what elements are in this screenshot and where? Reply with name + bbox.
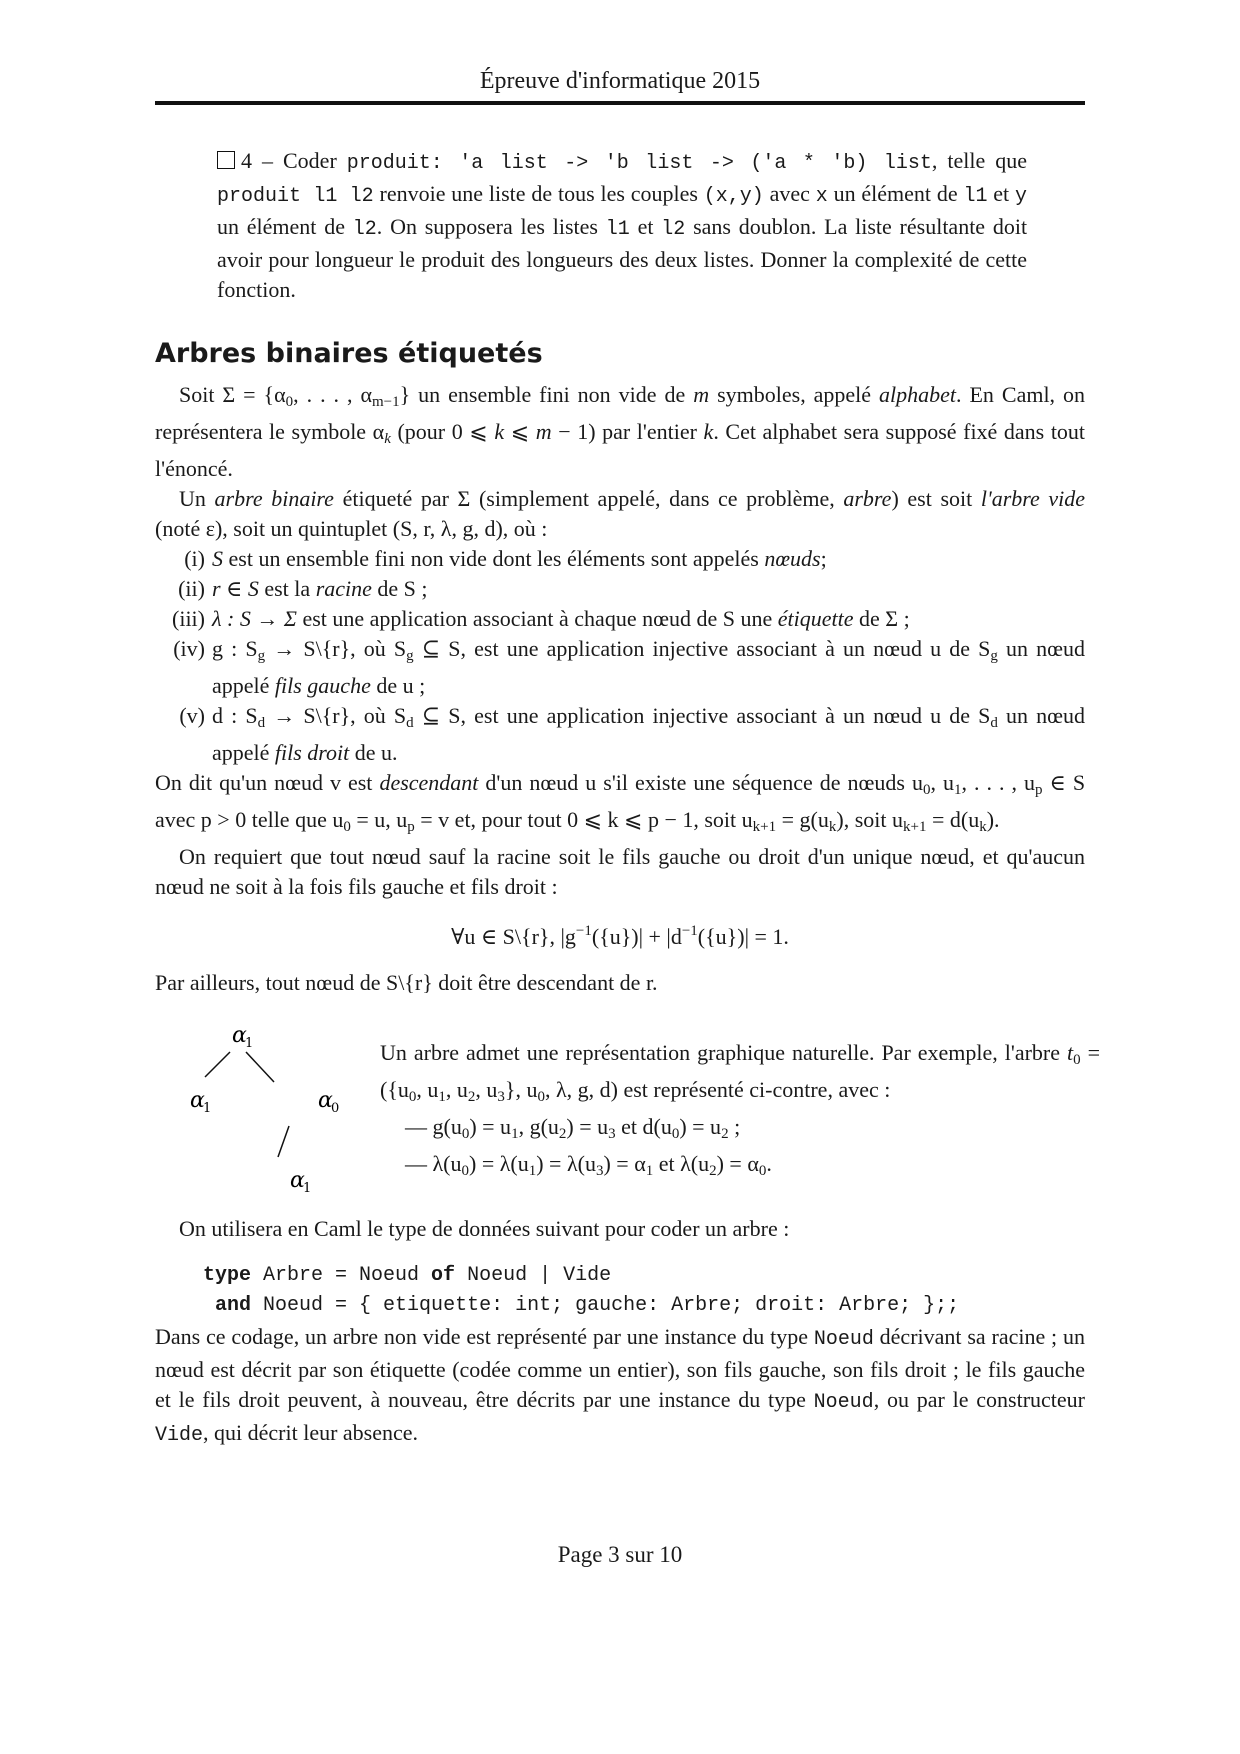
subscript: d <box>990 715 998 731</box>
subscript: 0 <box>758 1163 767 1179</box>
text: symboles, appelé <box>717 382 872 407</box>
text: est une application associant à chaque nœud de S une <box>302 606 773 631</box>
subscript: 2 <box>467 1089 476 1105</box>
uniqueness-formula <box>155 916 1085 952</box>
page-header-title: Épreuve d'informatique 2015 <box>479 68 761 94</box>
tree-node-label: α <box>318 1088 333 1113</box>
subscript: 0 <box>537 1089 545 1105</box>
subscript: p <box>407 819 415 835</box>
text: et d(u <box>621 1114 672 1139</box>
text: . <box>766 1151 772 1176</box>
text: ⊆ S, est une application injective associant à un nœud u de S <box>421 703 991 728</box>
header-rule <box>155 101 1085 105</box>
math: d : S <box>212 703 258 728</box>
text: ), soit u <box>836 807 903 832</box>
text: ) = u <box>679 1114 722 1139</box>
text: ) = u <box>469 1114 512 1139</box>
text: = g(u <box>781 807 829 832</box>
q4-code: x <box>815 185 828 208</box>
question-4 <box>217 146 1027 305</box>
subscript: 1 <box>438 1089 446 1105</box>
q4-text: et <box>993 181 1010 206</box>
subscript: k <box>979 819 987 835</box>
subscript: 2 <box>709 1163 717 1179</box>
definition-item <box>155 634 1085 701</box>
text: un nœud appelé <box>212 636 1086 698</box>
text: Un arbre admet une représentation graphique naturelle. Par exemple, l'arbre <box>380 1040 1060 1065</box>
text: , u <box>930 770 954 795</box>
text: ) = α <box>716 1151 759 1176</box>
math: ({u})| = 1. <box>697 924 789 949</box>
text: (pour 0 ⩽ <box>397 419 488 444</box>
math: S <box>212 546 223 571</box>
subscript: 0 <box>461 1163 469 1179</box>
tree-node-label: α <box>190 1088 205 1113</box>
question-number: 4 <box>241 148 252 173</box>
q4-text: renvoie une liste de tous les couples <box>379 181 698 206</box>
code-line <box>203 1261 959 1291</box>
subscript: 2 <box>558 1126 567 1142</box>
text: ; <box>734 1114 741 1139</box>
text: ). <box>986 807 1000 832</box>
superscript: −1 <box>681 923 698 939</box>
subscript: 3 <box>497 1089 505 1105</box>
superscript: −1 <box>575 923 592 939</box>
subscript: 0 <box>461 1126 470 1142</box>
q4-text: avec <box>769 181 810 206</box>
term-alphabet: alphabet <box>879 382 957 407</box>
text: — g(u <box>405 1114 462 1139</box>
code-intro: On utilisera en Caml le type de données suivant pour coder un arbre : <box>179 1216 790 1241</box>
text: , u <box>475 1077 498 1102</box>
section-body <box>155 380 1085 998</box>
subscript: p <box>1035 782 1043 798</box>
subscript: 0 <box>1073 1052 1081 1068</box>
text: , u <box>416 1077 439 1102</box>
text: ⩽ <box>510 419 530 444</box>
descendant-definition <box>155 768 1085 842</box>
item-number: (iii) <box>172 606 205 631</box>
code-inline: Noeud <box>813 1328 874 1351</box>
math: λ : S → Σ <box>212 606 297 631</box>
text: , λ, g, d) est représenté ci-contre, avec : <box>544 1077 891 1102</box>
subscript: g <box>257 648 266 664</box>
text: , u <box>445 1077 468 1102</box>
subscript: k+1 <box>752 819 777 835</box>
tree-edge <box>205 1052 230 1077</box>
term: nœuds <box>764 546 821 571</box>
text: } un ensemble fini non vide de <box>399 382 686 407</box>
question-checkbox[interactable] <box>217 151 235 169</box>
text: . En Caml, on représentera le symbole α <box>155 382 1086 444</box>
math: m <box>535 419 552 444</box>
text: de u. <box>354 740 398 765</box>
text: Dans ce codage, un arbre non vide est représenté par une instance du type <box>155 1324 808 1349</box>
subscript: 1 <box>511 1126 519 1142</box>
text: ) est soit <box>891 486 973 511</box>
intro-paragraph-2 <box>155 484 1085 544</box>
subscript: 3 <box>608 1126 616 1142</box>
term-arbre: arbre <box>843 486 892 511</box>
q4-text: Coder <box>283 148 337 173</box>
subscript: m−1 <box>372 394 400 410</box>
q4-pair: (x,y) <box>703 185 764 208</box>
ailleurs-paragraph: Par ailleurs, tout nœud de S\{r} doit être descendant de r. <box>155 970 658 995</box>
text: (noté ε), soit un quintuplet (S, r, λ, g, d), où : <box>155 516 548 541</box>
q4-text: un élément de <box>217 214 345 239</box>
q4-code: y <box>1015 185 1028 208</box>
q4-code: l2 <box>352 218 377 241</box>
math: ({u})| + |d <box>591 924 682 949</box>
term: racine <box>315 576 372 601</box>
text: − 1) par l'entier <box>558 419 697 444</box>
math: k <box>703 419 714 444</box>
text: ) = α <box>603 1151 646 1176</box>
subscript: 0 <box>285 394 294 410</box>
code-text: Arbre = Noeud <box>251 1264 432 1287</box>
q4-text: et <box>637 214 654 239</box>
text: , g(u <box>518 1114 559 1139</box>
q4-text: un élément de <box>833 181 958 206</box>
text: , . . . , u <box>961 770 1036 795</box>
text: On dit qu'un nœud v est <box>155 770 373 795</box>
text: Un <box>179 486 206 511</box>
term-descendant: descendant <box>379 770 479 795</box>
text: , qui décrit leur absence. <box>203 1420 419 1445</box>
item-number: (iv) <box>173 636 205 661</box>
text: ) = u <box>566 1114 609 1139</box>
caml-code-block <box>203 1261 959 1321</box>
definition-item <box>155 701 1085 768</box>
section-title: Arbres binaires étiquetés <box>155 338 543 369</box>
math: → S\{r}, où S <box>273 636 407 661</box>
text: = ({u <box>380 1040 1101 1102</box>
keyword: of <box>431 1264 456 1287</box>
q4-code: l2 <box>661 218 686 241</box>
text: = v et, pour tout 0 ⩽ k ⩽ p − 1, soit u <box>420 807 753 832</box>
subscript: g <box>406 648 414 664</box>
text: d'un nœud u s'il existe une séquence de nœuds u <box>485 770 923 795</box>
q4-code: l1 <box>605 218 630 241</box>
requirement-paragraph: On requiert que tout nœud sauf la racine soit le fils gauche ou droit d'un unique nœud, et qu'aucun nœud ne soit à la fois fils gauche et fils droit : <box>155 844 1085 899</box>
subscript: k+1 <box>903 819 927 835</box>
tree-node-label: α <box>232 1023 247 1048</box>
intro-paragraph-1 <box>155 380 1085 484</box>
text: ) = λ(u <box>536 1151 596 1176</box>
text: est un ensemble fini non vide dont les éléments sont appelés <box>228 546 759 571</box>
subscript: 1 <box>953 782 962 798</box>
item-number: (i) <box>184 546 205 571</box>
code-text: Noeud | Vide <box>455 1264 612 1287</box>
text: Soit Σ = {α <box>179 382 286 407</box>
term: fils gauche <box>274 673 371 698</box>
math: k <box>494 419 505 444</box>
definition-item <box>155 604 1085 634</box>
text: ∈ S avec p > 0 telle que u <box>155 770 1086 832</box>
tree-node-sub: 1 <box>303 1181 312 1196</box>
text: . Cet alphabet sera supposé fixé dans tout l'énoncé. <box>155 419 1086 481</box>
text: décrivant sa racine ; un nœud est décrit par son étiquette (codée comme un entier), son fils gauche, son fils droit ; le fils gauche et le fils droit peuvent, à nouveau, être décrits par une instance du type <box>155 1324 1085 1412</box>
caption-bullet <box>380 1149 1100 1186</box>
tree-node-sub: 1 <box>203 1101 212 1116</box>
page-number: Page 3 sur 10 <box>557 1542 683 1567</box>
caption-text <box>380 1038 1100 1112</box>
term: étiquette <box>777 606 854 631</box>
text: de S ; <box>377 576 428 601</box>
text: ; <box>820 546 827 571</box>
text: ⊆ S, est une application injective associant à un nœud u de S <box>421 636 991 661</box>
math: ∀u ∈ S\{r}, |g <box>451 924 576 949</box>
term-arbre-vide: l'arbre vide <box>980 486 1086 511</box>
term-arbre-binaire: arbre binaire <box>214 486 334 511</box>
code-inline: Noeud <box>813 1391 874 1414</box>
tree-caption <box>380 1038 1100 1186</box>
subscript: 2 <box>721 1126 729 1142</box>
q4-signature: produit: 'a list -> 'b list -> ('a * 'b) list <box>346 152 932 175</box>
q4-call: produit l1 l2 <box>217 185 374 208</box>
text: de Σ ; <box>859 606 910 631</box>
math: g : S <box>212 636 258 661</box>
subscript: d <box>406 715 414 731</box>
item-number: (ii) <box>178 576 205 601</box>
tree-node-sub: 0 <box>331 1101 340 1116</box>
text: }, u <box>504 1077 538 1102</box>
math: r ∈ S <box>212 576 259 601</box>
tree-edge <box>246 1052 274 1082</box>
keyword: type <box>203 1264 252 1287</box>
subscript: 0 <box>408 1089 417 1105</box>
text: et λ(u <box>658 1151 710 1176</box>
subscript: 0 <box>671 1126 680 1142</box>
subscript: d <box>257 715 266 731</box>
subscript: 1 <box>528 1163 537 1179</box>
text: de u ; <box>376 673 426 698</box>
after-code-paragraph <box>155 1322 1085 1451</box>
subscript: 0 <box>922 782 931 798</box>
item-number: (v) <box>179 703 205 728</box>
subscript: 3 <box>595 1163 604 1179</box>
tree-edge <box>278 1126 289 1157</box>
text: = u, u <box>356 807 408 832</box>
q4-code: l1 <box>963 185 988 208</box>
code-line <box>203 1291 959 1321</box>
q4-text: sans doublon. La liste résultante doit avoir pour longueur le produit des longueurs des deux listes. Donner la complexité de cette fonction. <box>217 214 1028 302</box>
definition-item <box>155 544 1085 574</box>
term: fils droit <box>274 740 350 765</box>
text: est la <box>264 576 311 601</box>
text: — λ(u <box>405 1151 462 1176</box>
tree-diagram <box>190 1022 360 1202</box>
example-tree <box>190 1022 360 1207</box>
text: ) = λ(u <box>469 1151 529 1176</box>
subscript: 1 <box>645 1163 654 1179</box>
code-inline: Vide <box>155 1424 204 1447</box>
definition-item <box>155 574 1085 604</box>
subscript: 0 <box>343 819 351 835</box>
tree-node-label: α <box>290 1168 305 1193</box>
subscript: k <box>828 819 837 835</box>
subscript: k <box>384 431 391 447</box>
caption-bullet <box>380 1112 1100 1149</box>
text: étiqueté par Σ (simplement appelé, dans ce problème, <box>342 486 835 511</box>
subscript: g <box>990 648 998 664</box>
text: = d(u <box>931 807 980 832</box>
q4-text: , telle que <box>931 148 1027 173</box>
text: , . . . , α <box>293 382 372 407</box>
text: un nœud appelé <box>212 703 1086 765</box>
math: t <box>1066 1040 1074 1065</box>
question-dash: – <box>262 148 273 173</box>
code-text: Noeud = { etiquette: int; gauche: Arbre; droit: Arbre; };; <box>251 1294 960 1317</box>
tree-node-sub: 1 <box>245 1036 254 1051</box>
q4-text: . On supposera les listes <box>376 214 598 239</box>
math: → S\{r}, où S <box>273 703 407 728</box>
keyword: and <box>215 1294 252 1317</box>
text: , ou par le constructeur <box>873 1387 1085 1412</box>
math: m <box>693 382 710 407</box>
